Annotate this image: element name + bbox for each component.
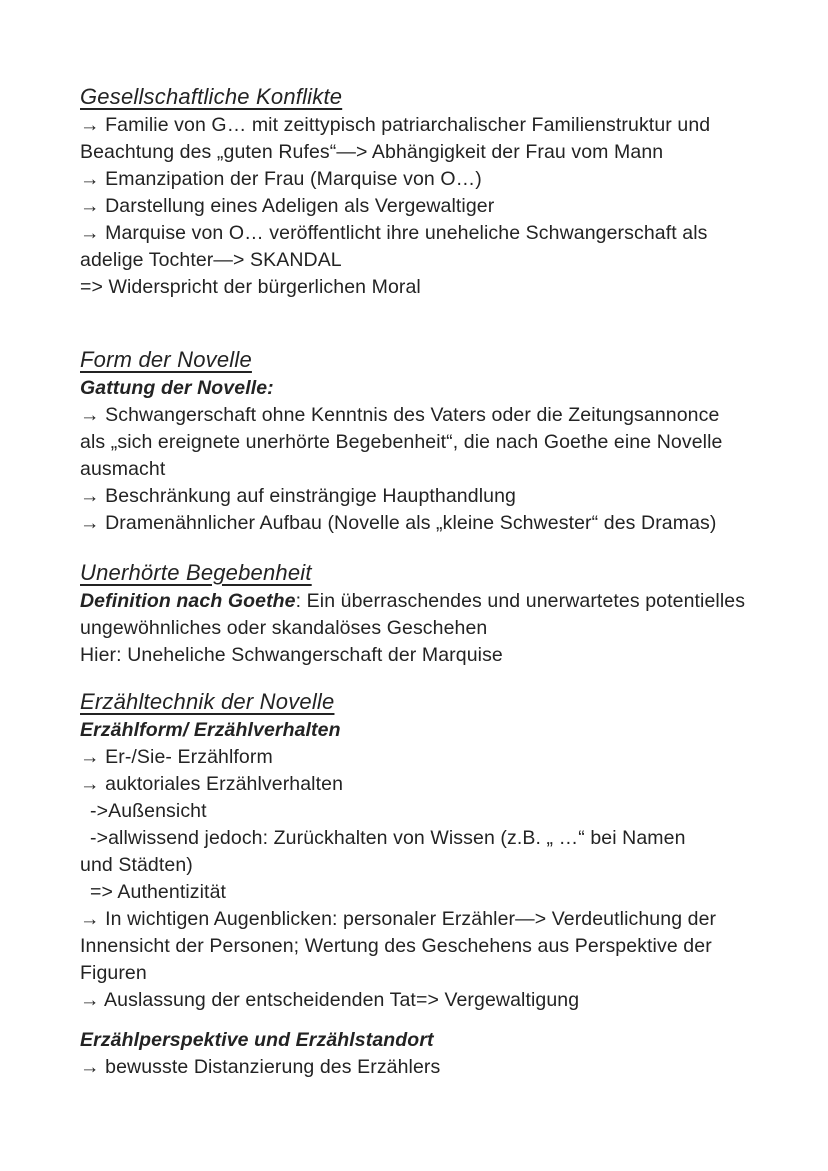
text-line: Hier: Uneheliche Schwangerschaft der Marquise: [80, 644, 503, 666]
text-line: → In wichtigen Augenblicken: personaler Erzähler—> Verdeutlichung der: [80, 908, 717, 930]
text-line: als „sich ereignete unerhörte Begebenheit“, die nach Goethe eine Novelle: [80, 431, 723, 453]
text-line: ungewöhnliches oder skandalöses Geschehen: [80, 617, 488, 639]
section-heading: Erzähltechnik der Novelle: [80, 689, 335, 714]
text-line: Figuren: [80, 962, 147, 984]
text-line: → bewusste Distanzierung des Erzählers: [80, 1056, 441, 1078]
definition-rest: : Ein überraschendes und unerwartetes potentielles: [295, 590, 746, 612]
section-heading: Unerhörte Begebenheit: [80, 560, 312, 585]
section-form-der-novelle: [80, 345, 750, 537]
section-gesellschaftliche-konflikte: [80, 82, 750, 301]
text-line: → Schwangerschaft ohne Kenntnis des Vaters oder die Zeitungsannonce: [80, 404, 720, 426]
section-heading: Form der Novelle: [80, 347, 252, 372]
text-line: ->allwissend jedoch: Zurückhalten von Wissen (z.B. „ …“ bei Namen: [90, 827, 686, 849]
text-line: Innensicht der Personen; Wertung des Geschehens aus Perspektive der: [80, 935, 712, 957]
text-line: → Emanzipation der Frau (Marquise von O…): [80, 168, 482, 190]
text-line: ausmacht: [80, 458, 166, 480]
text-line: => Authentizität: [90, 881, 227, 903]
section-subheading: Gattung der Novelle:: [80, 377, 274, 399]
text-line: ->Außensicht: [90, 800, 207, 822]
section-subheading: Erzählperspektive und Erzählstandort: [80, 1029, 434, 1051]
text-line: Beachtung des „guten Rufes“—> Abhängigkeit der Frau vom Mann: [80, 141, 664, 163]
text-line: → auktoriales Erzählverhalten: [80, 773, 344, 795]
section-subheading: Erzählform/ Erzählverhalten: [80, 719, 341, 741]
section-erzaehlperspektive: [80, 1027, 750, 1081]
text-line: → Auslassung der entscheidenden Tat=> Vergewaltigung: [80, 989, 580, 1011]
text-line: → Familie von G… mit zeittypisch patriarchalischer Familienstruktur und: [80, 114, 711, 136]
text-line: → Beschränkung auf einsträngige Haupthandlung: [80, 485, 516, 507]
text-line: [80, 588, 750, 615]
text-line: → Er-/Sie- Erzählform: [80, 746, 273, 768]
section-heading: Gesellschaftliche Konflikte: [80, 84, 343, 109]
section-unerhoerte-begebenheit: [80, 558, 750, 669]
text-line: → Darstellung eines Adeligen als Vergewaltiger: [80, 195, 495, 217]
text-line: und Städten): [80, 854, 193, 876]
text-line: adelige Tochter—> SKANDAL: [80, 249, 342, 271]
text-line: => Widerspricht der bürgerlichen Moral: [80, 276, 421, 298]
definition-lead: Definition nach Goethe: [80, 590, 296, 612]
section-erzaehltechnik-der-novelle: [80, 687, 750, 1014]
text-line: → Marquise von O… veröffentlicht ihre uneheliche Schwangerschaft als: [80, 222, 708, 244]
text-line: → Dramenähnlicher Aufbau (Novelle als „kleine Schwester“ des Dramas): [80, 512, 717, 534]
